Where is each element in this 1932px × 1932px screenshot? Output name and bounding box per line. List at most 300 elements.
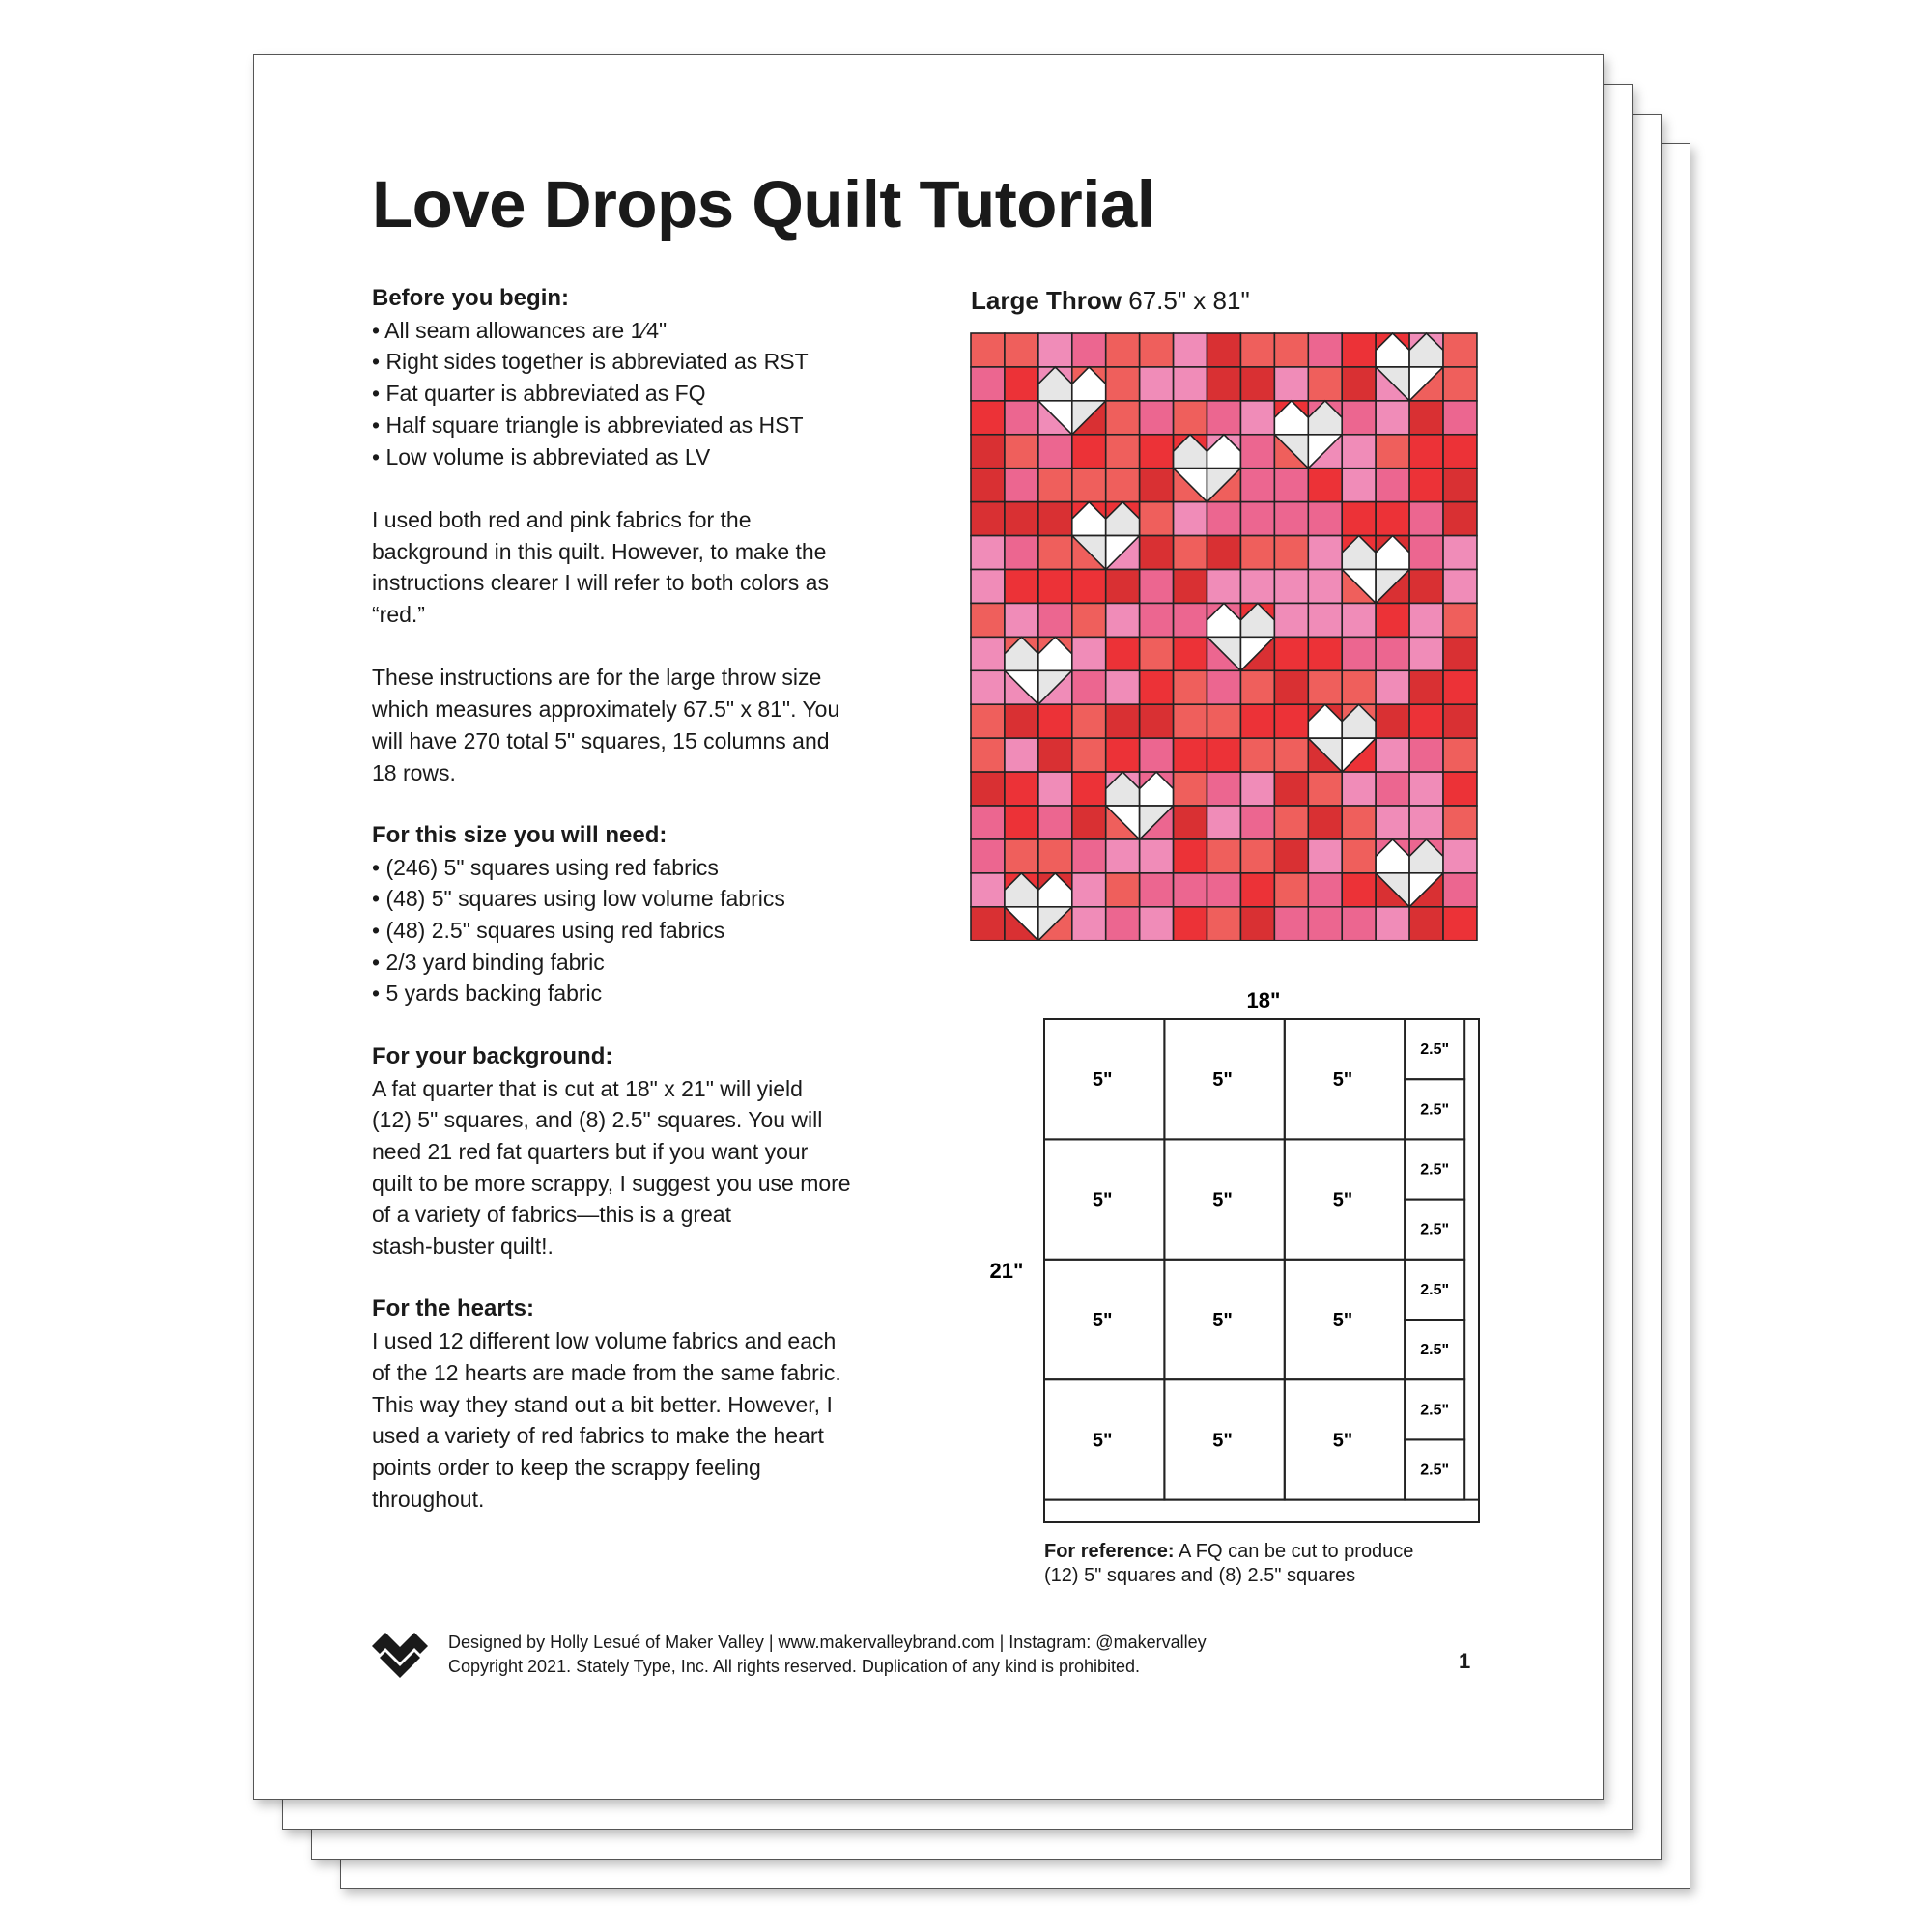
quilt-square (1174, 637, 1208, 670)
quilt-square (1308, 536, 1342, 570)
quilt-square (1072, 907, 1106, 941)
quilt-square (1208, 839, 1241, 873)
quilt-square (1308, 873, 1342, 907)
heart-block-square (1308, 704, 1342, 738)
quilt-square (1174, 704, 1208, 738)
quilt-square (1208, 738, 1241, 772)
quilt-square (971, 772, 1005, 806)
heart-block-square (1140, 806, 1174, 839)
footer-copyright: Copyright 2021. Stately Type, Inc. All rights reserved. Duplication of any kind is prohibited. (448, 1657, 1141, 1676)
quilt-square (1038, 469, 1072, 502)
quilt-square (1174, 367, 1208, 401)
instruction-line: (12) 5" squares, and (8) 2.5" squares. You will (372, 1107, 823, 1133)
heart-block-square (1072, 502, 1106, 536)
quilt-square (1409, 704, 1443, 738)
footer-text (448, 1631, 1207, 1679)
small-square-label: 2.5" (1420, 1221, 1450, 1238)
cutting-diagram (966, 980, 1488, 1531)
instruction-line: This way they stand out a bit better. However, I (372, 1391, 833, 1417)
quilt-square (1038, 704, 1072, 738)
quilt-square (971, 806, 1005, 839)
five-inch-label: 5" (1092, 1310, 1113, 1331)
five-inch-label: 5" (1332, 1430, 1353, 1452)
quilt-square (1106, 839, 1140, 873)
width-label: 18" (1246, 988, 1281, 1012)
quilt-square (1038, 603, 1072, 637)
instruction-line: • Half square triangle is abbreviated as HST (372, 412, 804, 438)
quilt-square (1342, 603, 1376, 637)
quilt-square (1072, 469, 1106, 502)
quilt-square (1005, 333, 1038, 367)
quilt-square (971, 570, 1005, 604)
heart-block-square (1072, 401, 1106, 435)
quilt-square (971, 704, 1005, 738)
heart-block-square (1308, 401, 1342, 435)
quilt-diagram (970, 332, 1478, 941)
quilt-square (1409, 637, 1443, 670)
quilt-square (1072, 603, 1106, 637)
instruction-line: • (48) 5" squares using low volume fabrics (372, 886, 785, 912)
quilt-square (1005, 603, 1038, 637)
quilt-square (1274, 907, 1308, 941)
quilt-square (1140, 367, 1174, 401)
quilt-square (1443, 907, 1477, 941)
maker-valley-logo-icon (372, 1629, 428, 1679)
quilt-square (1443, 502, 1477, 536)
heart-block-square (1038, 367, 1072, 401)
instruction-line: need 21 red fat quarters but if you want your (372, 1138, 809, 1164)
quilt-square (1443, 333, 1477, 367)
quilt-square (1443, 603, 1477, 637)
quilt-square (1342, 670, 1376, 704)
quilt-square (1140, 704, 1174, 738)
quilt-square (1274, 873, 1308, 907)
quilt-square (1140, 839, 1174, 873)
quilt-square (1274, 839, 1308, 873)
quilt-square (1174, 738, 1208, 772)
quilt-square (1038, 839, 1072, 873)
heart-block-square (1240, 603, 1274, 637)
section-heading: For your background: (372, 1042, 613, 1069)
quilt-square (1106, 704, 1140, 738)
quilt-square (971, 401, 1005, 435)
quilt-square (1005, 738, 1038, 772)
instruction-line: • Low volume is abbreviated as LV (372, 443, 711, 469)
instruction-line: used a variety of red fabrics to make the heart (372, 1423, 824, 1449)
quilt-square (1240, 839, 1274, 873)
quilt-square (1274, 738, 1308, 772)
quilt-square (1274, 469, 1308, 502)
quilt-square (1174, 401, 1208, 435)
quilt-square (1409, 401, 1443, 435)
quilt-square (1038, 435, 1072, 469)
quilt-square (1274, 367, 1308, 401)
quilt-square (1274, 772, 1308, 806)
heart-block-square (1342, 536, 1376, 570)
quilt-square (1274, 570, 1308, 604)
quilt-square (1106, 401, 1140, 435)
heart-block-square (1072, 536, 1106, 570)
quilt-square (1174, 839, 1208, 873)
caption-bold: For reference: (1044, 1541, 1175, 1562)
five-inch-label: 5" (1212, 1430, 1233, 1452)
quilt-square (1376, 502, 1409, 536)
heart-block-square (1005, 670, 1038, 704)
instruction-line: of the 12 hearts are made from the same fabric. (372, 1359, 841, 1385)
small-square-label: 2.5" (1420, 1402, 1450, 1419)
quilt-square (1240, 738, 1274, 772)
cutting-caption (1044, 1540, 1413, 1588)
five-inch-label: 5" (1212, 1189, 1233, 1211)
quilt-square (1106, 367, 1140, 401)
quilt-square (1409, 907, 1443, 941)
instruction-line: • 5 yards backing fabric (372, 980, 603, 1007)
quilt-square (1072, 637, 1106, 670)
section-heading: For the hearts: (372, 1295, 535, 1322)
quilt-square (971, 603, 1005, 637)
heart-block-square (1005, 873, 1038, 907)
instruction-line: instructions clearer I will refer to both colors as (372, 570, 829, 596)
heart-block-square (1038, 907, 1072, 941)
quilt-square (1240, 670, 1274, 704)
quilt-square (1376, 435, 1409, 469)
heart-block-square (1005, 637, 1038, 670)
small-square-label: 2.5" (1420, 1041, 1450, 1059)
quilt-square (1140, 738, 1174, 772)
quilt-square (1308, 637, 1342, 670)
quilt-square (1409, 806, 1443, 839)
quilt-square (1274, 536, 1308, 570)
quilt-square (1208, 772, 1241, 806)
instruction-line: • (246) 5" squares using red fabrics (372, 854, 719, 880)
quilt-square (1409, 670, 1443, 704)
quilt-square (1140, 570, 1174, 604)
quilt-square (1342, 502, 1376, 536)
instruction-line: • All seam allowances are 1⁄4" (372, 317, 668, 343)
quilt-square (1443, 839, 1477, 873)
quilt-square (971, 435, 1005, 469)
quilt-square (1308, 670, 1342, 704)
quilt-square (971, 637, 1005, 670)
instruction-line: will have 270 total 5" squares, 15 columns and (372, 727, 830, 753)
heart-block-square (1409, 873, 1443, 907)
heart-block-square (1208, 637, 1241, 670)
quilt-square (1005, 502, 1038, 536)
quilt-square (1342, 806, 1376, 839)
quilt-square (1409, 603, 1443, 637)
heart-block-square (1038, 637, 1072, 670)
quilt-square (1409, 772, 1443, 806)
quilt-square (971, 738, 1005, 772)
heart-block-square (1106, 772, 1140, 806)
quilt-square (1443, 536, 1477, 570)
quilt-square (1140, 435, 1174, 469)
five-inch-label: 5" (1092, 1430, 1113, 1452)
small-square-label: 2.5" (1420, 1462, 1450, 1479)
heart-block-square (1106, 502, 1140, 536)
quilt-square (1005, 839, 1038, 873)
quilt-square (1106, 637, 1140, 670)
heart-block-square (1208, 603, 1241, 637)
quilt-size-label (971, 286, 1250, 316)
quilt-square (1174, 806, 1208, 839)
quilt-square (1342, 469, 1376, 502)
quilt-square (1376, 469, 1409, 502)
heart-block-square (1342, 704, 1376, 738)
instruction-line: • Right sides together is abbreviated as RST (372, 349, 809, 375)
quilt-square (1443, 435, 1477, 469)
quilt-square (1240, 806, 1274, 839)
quilt-square (1443, 401, 1477, 435)
heart-block-square (1376, 333, 1409, 367)
quilt-square (1174, 536, 1208, 570)
instruction-line: A fat quarter that is cut at 18" x 21" will yield (372, 1075, 803, 1101)
five-inch-label: 5" (1212, 1310, 1233, 1331)
quilt-square (1038, 502, 1072, 536)
heart-block-square (1106, 536, 1140, 570)
quilt-square (1072, 772, 1106, 806)
quilt-square (971, 367, 1005, 401)
quilt-square (1342, 401, 1376, 435)
section-heading: Before you begin: (372, 285, 570, 311)
quilt-square (1443, 469, 1477, 502)
quilt-square (1005, 806, 1038, 839)
quilt-square (1376, 670, 1409, 704)
instruction-line: These instructions are for the large throw size (372, 665, 822, 691)
quilt-square (1308, 367, 1342, 401)
small-square-label: 2.5" (1420, 1281, 1450, 1298)
quilt-square (1140, 873, 1174, 907)
quilt-square (1240, 772, 1274, 806)
instruction-line: • (48) 2.5" squares using red fabrics (372, 918, 725, 944)
five-inch-label: 5" (1212, 1069, 1233, 1092)
quilt-square (1208, 367, 1241, 401)
small-square-label: 2.5" (1420, 1342, 1450, 1359)
quilt-square (1140, 603, 1174, 637)
quilt-square (1038, 333, 1072, 367)
page-number: 1 (1459, 1649, 1471, 1673)
quilt-square (1174, 333, 1208, 367)
instruction-line: • Fat quarter is abbreviated as FQ (372, 381, 706, 407)
quilt-square (1443, 570, 1477, 604)
quilt-square (1274, 502, 1308, 536)
quilt-square (1208, 502, 1241, 536)
quilt-square (1005, 469, 1038, 502)
heart-block-square (1308, 435, 1342, 469)
quilt-square (1140, 907, 1174, 941)
caption-line-2: (12) 5" squares and (8) 2.5" squares (1044, 1565, 1356, 1586)
instruction-line: 18 rows. (372, 759, 456, 785)
quilt-square (1443, 704, 1477, 738)
quilt-square (1342, 772, 1376, 806)
quilt-square (1308, 806, 1342, 839)
heart-block-square (1409, 367, 1443, 401)
quilt-square (1038, 536, 1072, 570)
quilt-square (1140, 469, 1174, 502)
heart-block-square (1274, 401, 1308, 435)
quilt-square (1240, 907, 1274, 941)
heart-block-square (1038, 670, 1072, 704)
height-label: 21" (989, 1259, 1024, 1283)
small-square-label: 2.5" (1420, 1161, 1450, 1179)
five-inch-label: 5" (1332, 1310, 1353, 1331)
caption-line-1: A FQ can be cut to produce (1174, 1541, 1414, 1562)
heart-block-square (1174, 435, 1208, 469)
quilt-square (1240, 873, 1274, 907)
quilt-square (1072, 570, 1106, 604)
instruction-section (372, 283, 913, 472)
five-inch-label: 5" (1332, 1189, 1353, 1211)
quilt-square (1376, 806, 1409, 839)
five-inch-label: 5" (1092, 1069, 1113, 1092)
quilt-square (1308, 772, 1342, 806)
small-square-label: 2.5" (1420, 1101, 1450, 1119)
quilt-square (1174, 670, 1208, 704)
quilt-square (1342, 333, 1376, 367)
quilt-square (1005, 367, 1038, 401)
quilt-size-name: Large Throw (971, 286, 1122, 315)
quilt-square (1274, 670, 1308, 704)
quilt-square (1443, 806, 1477, 839)
quilt-square (1208, 333, 1241, 367)
quilt-square (1274, 806, 1308, 839)
quilt-square (1174, 603, 1208, 637)
quilt-square (1106, 670, 1140, 704)
quilt-square (1140, 637, 1174, 670)
heart-block-square (1274, 435, 1308, 469)
quilt-square (1376, 704, 1409, 738)
five-inch-label: 5" (1092, 1189, 1113, 1211)
quilt-square (1376, 637, 1409, 670)
heart-block-square (1038, 401, 1072, 435)
quilt-square (1106, 907, 1140, 941)
quilt-square (1308, 839, 1342, 873)
five-inch-label: 5" (1332, 1069, 1353, 1092)
quilt-square (1409, 738, 1443, 772)
quilt-square (1208, 873, 1241, 907)
quilt-square (1208, 907, 1241, 941)
quilt-square (1174, 873, 1208, 907)
quilt-square (1308, 603, 1342, 637)
quilt-square (1376, 907, 1409, 941)
quilt-square (1342, 839, 1376, 873)
heart-block-square (1038, 873, 1072, 907)
quilt-square (971, 907, 1005, 941)
quilt-square (1274, 704, 1308, 738)
quilt-square (1106, 873, 1140, 907)
quilt-square (1240, 570, 1274, 604)
quilt-square (1072, 806, 1106, 839)
quilt-square (1308, 502, 1342, 536)
quilt-square (1308, 333, 1342, 367)
heart-block-square (1308, 738, 1342, 772)
quilt-square (1274, 603, 1308, 637)
quilt-square (1240, 704, 1274, 738)
quilt-square (1376, 401, 1409, 435)
quilt-square (1443, 367, 1477, 401)
quilt-square (1140, 333, 1174, 367)
quilt-square (971, 469, 1005, 502)
quilt-square (971, 333, 1005, 367)
instruction-line: • 2/3 yard binding fabric (372, 949, 605, 975)
quilt-square (1409, 469, 1443, 502)
quilt-square (1174, 907, 1208, 941)
quilt-square (1208, 401, 1241, 435)
quilt-square (1072, 435, 1106, 469)
quilt-square (1409, 536, 1443, 570)
quilt-square (1140, 536, 1174, 570)
instruction-section (372, 504, 913, 631)
instruction-section (372, 662, 913, 788)
quilt-square (1072, 670, 1106, 704)
quilt-square (971, 839, 1005, 873)
quilt-square (1208, 704, 1241, 738)
heart-block-square (1174, 469, 1208, 502)
heart-block-square (1376, 839, 1409, 873)
quilt-square (1106, 738, 1140, 772)
quilt-square (1038, 738, 1072, 772)
quilt-square (1409, 435, 1443, 469)
heart-block-square (1376, 367, 1409, 401)
quilt-square (971, 670, 1005, 704)
footer-credits: Designed by Holly Lesué of Maker Valley | www.makervalleybrand.com | Instagram: @makervalley (448, 1633, 1207, 1652)
heart-block-square (1376, 570, 1409, 604)
quilt-square (1274, 333, 1308, 367)
quilt-square (1240, 469, 1274, 502)
quilt-square (1038, 570, 1072, 604)
instruction-section (372, 1293, 913, 1515)
quilt-square (1208, 670, 1241, 704)
quilt-square (1240, 333, 1274, 367)
quilt-square (1443, 670, 1477, 704)
quilt-square (1106, 333, 1140, 367)
quilt-square (1174, 772, 1208, 806)
quilt-square (1443, 873, 1477, 907)
quilt-square (1208, 806, 1241, 839)
heart-block-square (1208, 469, 1241, 502)
quilt-square (1106, 603, 1140, 637)
quilt-square (1240, 401, 1274, 435)
quilt-square (1342, 367, 1376, 401)
instruction-line: of a variety of fabrics—this is a great (372, 1202, 731, 1228)
instruction-section (372, 1041, 913, 1263)
quilt-square (1005, 772, 1038, 806)
quilt-square (971, 536, 1005, 570)
instruction-line: stash-buster quilt!. (372, 1234, 554, 1260)
quilt-square (1443, 637, 1477, 670)
quilt-square (1038, 806, 1072, 839)
quilt-square (1005, 536, 1038, 570)
heart-block-square (1376, 536, 1409, 570)
instruction-line: points order to keep the scrappy feeling (372, 1454, 761, 1480)
quilt-square (1174, 570, 1208, 604)
quilt-square (1240, 502, 1274, 536)
heart-block-square (1376, 873, 1409, 907)
heart-block-square (1409, 839, 1443, 873)
quilt-square (971, 502, 1005, 536)
quilt-square (1072, 738, 1106, 772)
quilt-square (1342, 907, 1376, 941)
instructions-column (372, 283, 913, 1547)
quilt-square (1072, 839, 1106, 873)
quilt-square (1005, 435, 1038, 469)
quilt-square (1308, 907, 1342, 941)
quilt-square (1308, 469, 1342, 502)
quilt-square (1208, 570, 1241, 604)
heart-block-square (1240, 637, 1274, 670)
quilt-square (1342, 435, 1376, 469)
instruction-line: I used 12 different low volume fabrics and each (372, 1328, 837, 1354)
